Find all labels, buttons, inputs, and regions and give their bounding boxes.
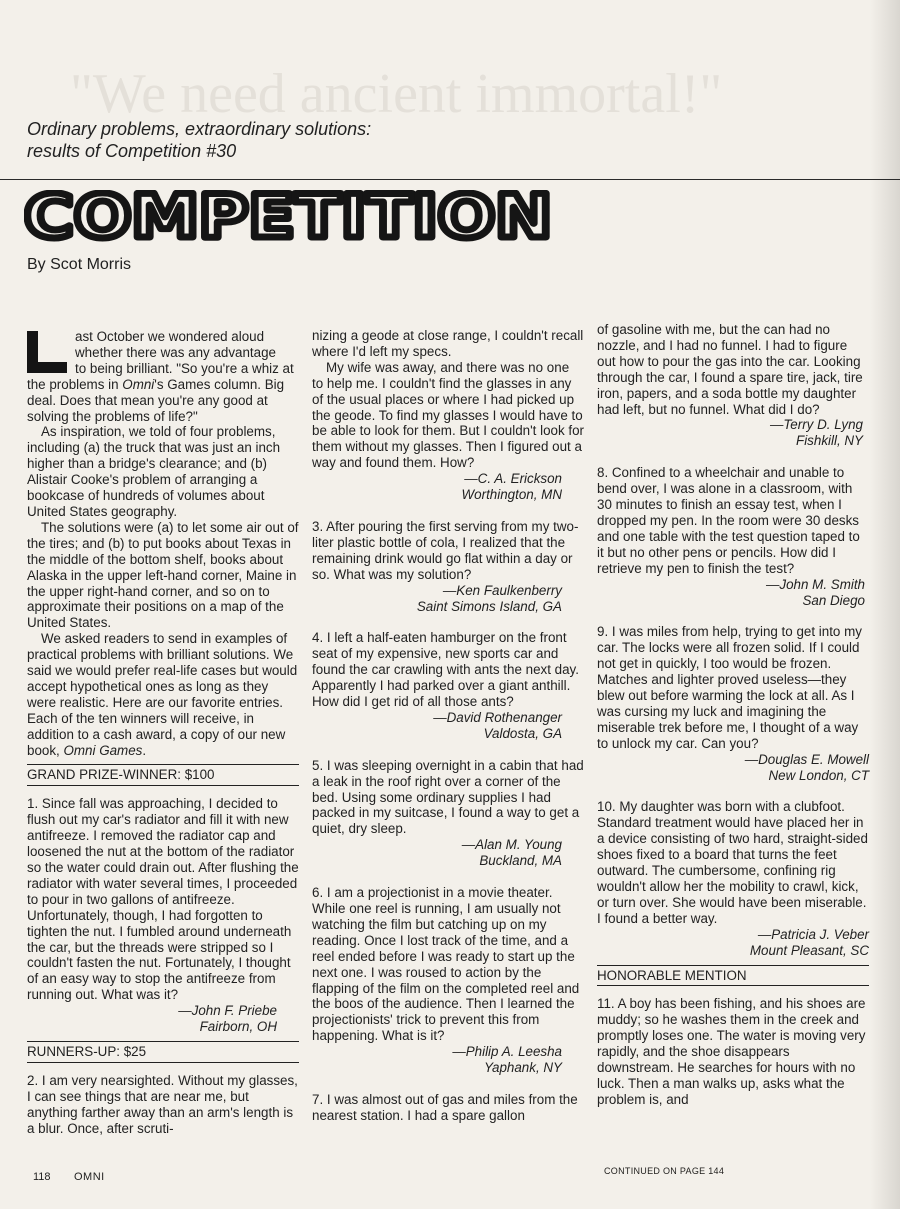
signature-2-place: Worthington, MN (461, 487, 562, 503)
entry-1: 1. Since fall was approaching, I decided to flush out my car's radiator and fill it with new antifreeze. I removed the radiator cap and loosened the nut at the bottom of the radiator so the water could drain out. After flushing the radiator with water several times, I proceeded to pour in two gallons of antifreeze. Unfortunately, though, I had forgotten to tighten the nut. I fumbled around underneath the car, but the threads were stripped so I couldn't fasten the nut. Fortunately, I thought of an easy way to stop the antifreeze from running out. What was it? (27, 796, 299, 1003)
entry-4: 4. I left a half-eaten hamburger on the front seat of my expensive, new sports car and found the car crawling with ants the next day. Apparently I had parked over a giant anthill. How did I get rid of all those ants? (312, 630, 579, 710)
signature-5-name: —Alan M. Young (461, 837, 562, 853)
omni-italic: Omni (122, 376, 155, 392)
page-number: 118 (33, 1171, 51, 1183)
intro-line: ast October we wondered aloud (75, 329, 265, 344)
subtitle-line-2: results of Competition #30 (27, 141, 237, 161)
signature-6-name: —Philip A. Leesha (452, 1044, 562, 1060)
page-edge-shadow (870, 0, 900, 1209)
intro-line: whether there was any advantage (75, 344, 276, 360)
period: . (142, 742, 147, 758)
signature-9-name: —Douglas E. Mowell (744, 751, 869, 767)
column-2 (312, 328, 584, 1124)
entry-9: 9. I was miles from help, trying to get into my car. The locks were all frozen solid. If I could not get in quickly, I too would be frozen. Matches and lighter proved useless—they blew out before warming the lock at all. As I was cursing my luck and imagining the miserable trek before me, I thought of a way to unlock my car. Can you? (597, 624, 862, 751)
byline: By Scot Morris (27, 256, 132, 273)
show-through-title: "We need ancient immortal!" (70, 63, 723, 125)
section-heading-grand-prize: GRAND PRIZE-WINNER: $100 (27, 764, 299, 786)
signature-1-name: —John F. Priebe (178, 1003, 277, 1019)
signature-5-place: Buckland, MA (479, 853, 562, 869)
signature-8-place: San Diego (802, 592, 865, 608)
article-subtitle (27, 118, 371, 162)
column-1 (27, 329, 299, 1137)
signature-7-name: —Terry D. Lyng (769, 417, 863, 433)
entry-11: 11. A boy has been fishing, and his shoes are muddy; so he washes them in the creek and promptly loses one. The water is moving very rapidly, and the shoe disappears downstream. He searches for hours with no luck. Then a man walks up, asks what the problem is, and (597, 996, 866, 1107)
section-heading-runners-up: RUNNERS-UP: $25 (27, 1041, 299, 1063)
intro-line: to being brilliant. "So you're a (75, 360, 249, 376)
request-text: We asked readers to send in examples of practical problems with brilliant solutions. We said we would prefer real-life cases but would accept hypothetical ones as long as they were realistic. Here are our favorite entries. Each of the ten winners will receive, in addition to a cash award, a copy of our new book, (27, 631, 298, 758)
entry-10: 10. My daughter was born with a clubfoot. Standard treatment would have placed her in a device consisting of two hard, straight-sided shoes fixed to a board that turns the feet outward. The cumbersome, confining rig wouldn't allow her the mobility to crawl, kick, or turn over. She would have been miserable. I found a better way. (597, 799, 868, 926)
signature-2-name: —C. A. Erickson (464, 471, 562, 487)
entry-2-start: 2. I am very nearsighted. Without my glasses, I can see things that are near me, but anything farther away than an arm's length is a blur. Once, after scruti- (27, 1072, 298, 1136)
entry-7-continued: of gasoline with me, but the can had no nozzle, and I had no funnel. I had to figure out how to pour the gas into the car. Looking through the car, I found a spare tire, jack, tire iron, papers, and a soda bottle my daughter had left, but no funnel. What did I do? (597, 322, 863, 417)
signature-1-place: Fairborn, OH (199, 1019, 277, 1035)
signature-9-place: New London, CT (768, 767, 869, 783)
entry-6: 6. I am a projectionist in a movie theater. While one reel is running, I am usually not watching the film but catching up on my reading. Once I lost track of the time, and a reel ended before I was ready to start up the next one. I was roused to action by the flapping of the film on the completed reel and the boos of the audience. Then I learned the projectionists' trick to prevent this from happening. What is it? (312, 885, 580, 1044)
column-3 (597, 322, 869, 1108)
signature-10-name: —Patricia J. Veber (757, 926, 869, 942)
signature-7-place: Fishkill, NY (796, 433, 863, 449)
paragraph-problems: As inspiration, we told of four problems, including (a) the truck that was just an inch higher than a bridge's clearance; and (b) Alistair Cooke's problem of arranging a bookcase of hundreds of volumes about United States geography. (27, 424, 281, 519)
book-title: Omni Games (63, 742, 143, 758)
subtitle-line-1: Ordinary problems, extraordinary solutions: (27, 119, 372, 139)
continued-notice: CONTINUED ON PAGE 144 (604, 1166, 725, 1176)
intro-text: 's Games column. Big deal. Does that mean you're any good at solving the problems of life?" (27, 376, 285, 424)
masthead-text: COMPETITION (24, 190, 552, 242)
drop-cap-L (27, 331, 69, 373)
intro-text: whiz at the problems in (27, 360, 294, 392)
signature-4-name: —David Rothenanger (433, 709, 562, 725)
signature-4-place: Valdosta, GA (483, 725, 562, 741)
entry-2-continued: nizing a geode at close range, I couldn't recall where I'd left my specs. (312, 328, 584, 359)
entry-2-paragraph-2: My wife was away, and there was no one to help me. I couldn't find the glasses in any of the usual places or where I had picked up the geode. To find my glasses I would have to be able to look for them. But I couldn't look for them without my glasses. Then I figured out a way and found them. How? (312, 359, 585, 471)
entry-7-start: 7. I was almost out of gas and miles from the nearest station. I had a spare gallon (312, 1091, 578, 1123)
signature-3-name: —Ken Faulkenberry (442, 582, 562, 598)
signature-10-place: Mount Pleasant, SC (749, 942, 869, 958)
entry-5: 5. I was sleeping overnight in a cabin that had a leak in the roof right over a corner of the bed. Using some ordinary supplies I had packed in my suitcase, I found a way to get a quiet, dry sleep. (312, 757, 584, 837)
masthead-logo (24, 190, 584, 242)
entry-8: 8. Confined to a wheelchair and unable to bend over, I was alone in a classroom, with 30 minutes to finish an essay test, when I dropped my pen. In the room were 30 desks and one table with the test question taped to it but no other pens or pencils. How did I retrieve my pen to finish the test? (597, 465, 860, 576)
paragraph-solutions: The solutions were (a) to let some air out of the tires; and (b) to put books about Texas in the middle of the bottom shelf, books about Alaska in the upper left-hand corner, Maine in the upper right-hand corner, and so on to approximate their positions on a map of the United States. (27, 519, 299, 631)
signature-8-name: —John M. Smith (766, 576, 865, 592)
signature-3-place: Saint Simons Island, GA (416, 598, 562, 614)
header-rule (0, 179, 900, 180)
paragraph-request (27, 631, 299, 758)
magazine-name: OMNI (74, 1171, 105, 1183)
signature-6-place: Yaphank, NY (484, 1060, 562, 1076)
entry-3: 3. After pouring the first serving from my two-liter plastic bottle of cola, I realized that the remaining drink would go flat within a day or so. What was my solution? (312, 518, 579, 582)
section-heading-honorable-mention: HONORABLE MENTION (597, 965, 869, 987)
